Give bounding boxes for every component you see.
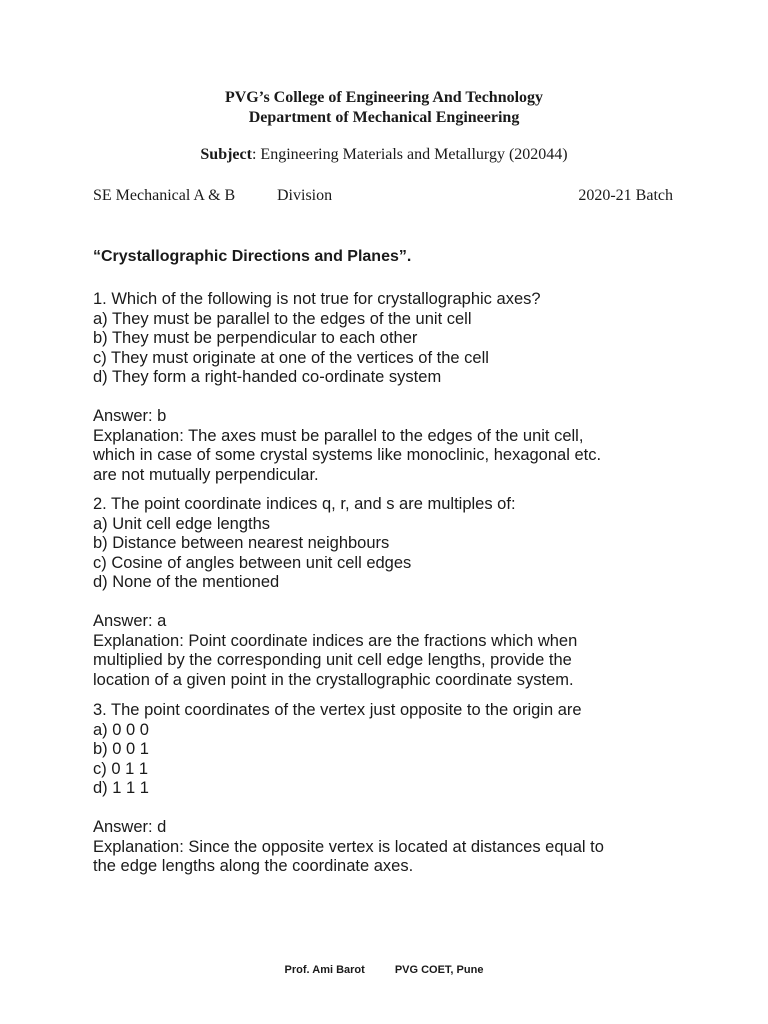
option: d) None of the mentioned [93,573,280,591]
explanation-line: multiplied by the corresponding unit cell edge lengths, provide the [93,651,572,669]
department-name: Department of Mechanical Engineering [248,109,520,126]
option: b) They must be perpendicular to each other [93,329,418,347]
explanation-line: are not mutually perpendicular. [93,465,319,484]
subject-label: Subject [200,146,252,163]
footer-author: Prof. Ami Barot [284,964,365,976]
question-text: 1. Which of the following is not true for crystallographic axes? [93,290,541,308]
footer-institution: PVG COET, Pune [394,964,484,976]
option: b) 0 0 1 [93,740,149,758]
explanation-line: Explanation: Since the opposite vertex is located at distances equal to [93,837,604,856]
option: a) They must be parallel to the edges of the unit cell [93,309,472,328]
batch-label: 2020-21 Batch [578,187,673,204]
question-block-2 [93,495,693,690]
answer: Answer: b [93,407,167,425]
question-text: 2. The point coordinate indices q, r, and s are multiples of: [93,495,516,513]
option: b) Distance between nearest neighbours [93,534,390,552]
class-name: SE Mechanical A & B [93,187,236,204]
question-block-3 [93,701,693,877]
option: c) 0 1 1 [93,759,149,778]
explanation-line: location of a given point in the crystallographic coordinate system. [93,670,574,689]
subject-value: : Engineering Materials and Metallurgy (202044) [251,146,568,163]
question-text: 3. The point coordinates of the vertex just opposite to the origin are [93,701,582,719]
question-block-1 [93,290,693,485]
explanation-line: Explanation: Point coordinate indices are the fractions which when [93,631,578,650]
answer: Answer: d [93,818,167,836]
document-title: “Crystallographic Directions and Planes”. [93,248,412,265]
explanation-line: Explanation: The axes must be parallel to the edges of the unit cell, [93,426,584,445]
page-footer [0,964,768,976]
explanation-line: the edge lengths along the coordinate axes. [93,857,414,875]
college-name: PVG’s College of Engineering And Technology [224,89,544,106]
explanation-line: which in case of some crystal systems like monoclinic, hexagonal etc. [93,446,602,464]
division-label: Division [277,187,333,204]
answer: Answer: a [93,612,167,630]
option: d) 1 1 1 [93,779,149,797]
subject-line [0,146,768,164]
option: a) 0 0 0 [93,720,149,739]
option: d) They form a right-handed co-ordinate system [93,368,442,386]
division-row [93,187,673,209]
option: a) Unit cell edge lengths [93,514,271,533]
option: c) They must originate at one of the vertices of the cell [93,348,489,367]
option: c) Cosine of angles between unit cell edges [93,553,412,572]
